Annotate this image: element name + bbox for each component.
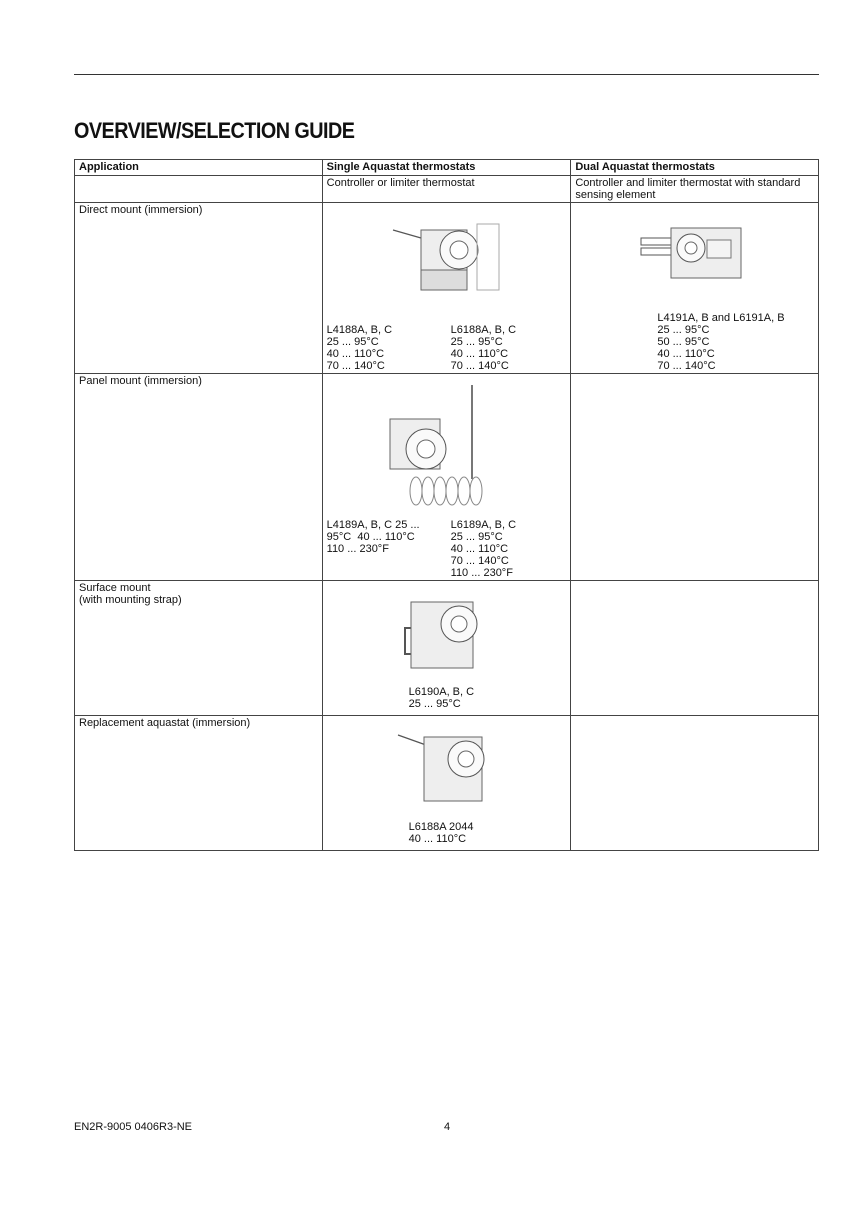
thermostat-direct-mount-image [391,216,501,310]
selection-guide-table [74,159,819,851]
cell-dual-replacement [571,716,819,851]
table-row [75,374,819,581]
cell-application-direct: Direct mount (immersion) [75,203,323,374]
dual-thermostat-image [635,218,755,288]
footer-page-number: 4 [444,1121,451,1133]
cell-single-panel [322,374,571,581]
spec-l6188: L6188A, B, C 25 ... 95°C 40 ... 110°C 70 ... 140°C [450,324,517,372]
spec-l6189: L6189A, B, C 25 ... 95°C 40 ... 110°C 70 ... 140°C 110 ... 230°F [450,519,517,579]
table-row [75,581,819,716]
cell-single-replacement [322,716,571,851]
header-dual-aquastat: Dual Aquastat thermostats [571,160,819,176]
cell-application-panel: Panel mount (immersion) [75,374,323,581]
subheader-single: Controller or limiter thermostat [322,176,571,203]
cell-single-surface [322,581,571,716]
table-header-row [75,160,819,176]
footer-doc-number: EN2R-9005 0406R3-NE [74,1121,193,1133]
thermostat-panel-mount-image [386,383,506,511]
header-rule [74,74,819,75]
cell-dual-panel [571,374,819,581]
cell-single-direct [322,203,571,374]
cell-application-surface: Surface mount (with mounting strap) [75,581,323,716]
thermostat-surface-mount-image [401,594,491,674]
thermostat-replacement-image [396,729,496,809]
spec-l6190: L6190A, B, C 25 ... 95°C [408,686,475,710]
subheader-dual: Controller and limiter thermostat with standard sensing element [571,176,819,203]
table-subheader-row [75,176,819,203]
cell-dual-direct [571,203,819,374]
spec-l4189: L4189A, B, C 25 ... 95°C 40 ... 110°C 110 ... 230°F [326,519,420,555]
subheader-empty [75,176,323,203]
spec-l4191: L4191A, B and L6191A, B 25 ... 95°C 50 ... 95°C 40 ... 110°C 70 ... 140°C [657,312,785,372]
header-single-aquastat: Single Aquastat thermostats [322,160,571,176]
cell-application-replacement: Replacement aquastat (immersion) [75,716,323,851]
header-application: Application [75,160,323,176]
table-row [75,203,819,374]
cell-dual-surface [571,581,819,716]
spec-l6188-2044: L6188A 2044 40 ... 110°C [408,821,474,845]
spec-l4188: L4188A, B, C 25 ... 95°C 40 ... 110°C 70 ... 140°C [326,324,393,372]
table-row [75,716,819,851]
page-title: OVERVIEW/SELECTION GUIDE [74,118,355,143]
